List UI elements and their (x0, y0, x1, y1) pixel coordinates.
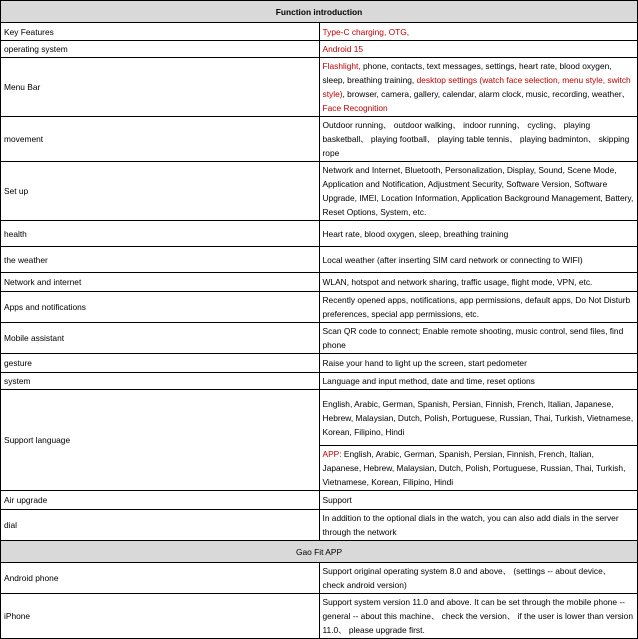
spec-row-set-up (1, 162, 638, 221)
spec-row-air-upgrade (1, 491, 638, 510)
section-title: Gao Fit APP (1, 541, 638, 563)
spec-label: Menu Bar (1, 58, 320, 117)
spec-row-gesture (1, 354, 638, 373)
spec-label: operating system (1, 41, 320, 58)
section-title: Function introduction (1, 1, 638, 23)
app-label: APP: (322, 449, 342, 459)
spec-label: Android phone (1, 563, 320, 594)
spec-label: gesture (1, 354, 320, 373)
spec-row-mobile-assistant (1, 323, 638, 354)
spec-label: Air upgrade (1, 491, 320, 510)
spec-value-text: Android 15 (322, 44, 364, 54)
spec-value-text: Raise your hand to light up the screen, start pedometer (322, 358, 527, 368)
spec-label: movement (1, 117, 320, 162)
spec-label: Apps and notifications (1, 292, 320, 323)
app-language-list: English, Arabic, German, Spanish, Persian, Finnish, French, Italian, Japanese, Hebrew, Malaysian, Dutch, Polish, Portuguese, Russian, Thai, Turkish, Vietnamese, Korean, Filipino, Hindi (322, 449, 626, 487)
spec-value (319, 446, 638, 491)
spec-value-text: Language and input method, date and time, reset options (322, 376, 535, 386)
spec-value (319, 292, 638, 323)
spec-label: Set up (1, 162, 320, 221)
spec-row-apps-and-notifications (1, 292, 638, 323)
spec-value (319, 594, 638, 639)
spec-label: dial (1, 510, 320, 541)
spec-value-text: Scan QR code to connect; Enable remote shooting, music control, send files, find phone (322, 326, 624, 350)
spec-value (319, 41, 638, 58)
spec-value (319, 510, 638, 541)
spec-value (319, 162, 638, 221)
spec-row-android-phone (1, 563, 638, 594)
spec-value (319, 273, 638, 292)
spec-value-text: Heart rate, blood oxygen, sleep, breathing training (322, 228, 509, 239)
spec-value-text: Flashlight, (322, 61, 363, 71)
spec-value (319, 117, 638, 162)
section-header-row (1, 541, 638, 563)
spec-value-text: Type-C charging, OTG, (322, 26, 410, 37)
spec-value-text: Local weather (after inserting SIM card network or connecting to WIFI) (322, 254, 583, 265)
spec-value (319, 354, 638, 373)
spec-value (319, 323, 638, 354)
spec-value (319, 58, 638, 117)
spec-value-text: Recently opened apps, notifications, app permissions, default apps, Do Not Disturb preferences, special app permissions, etc. (322, 295, 631, 319)
spec-value-text: Outdoor running、 outdoor walking、 indoor running、 cycling、 playing basketball、 playing football、 playing table tennis、 playing badminton、 skipping rope (322, 120, 630, 158)
spec-value-text: , browser, camera, gallery, calendar, alarm clock, music, recording, weather、 (342, 89, 631, 99)
spec-value-text: Network and Internet, Bluetooth, Personalization, Display, Sound, Scene Mode, Application and Notification, Adjustment Security, Software Version, Software Upgrade, IMEI, Location Information, Application Background Management, Battery, Reset Options, System, etc. (322, 165, 634, 217)
spec-value (319, 491, 638, 510)
section-header-row (1, 1, 638, 23)
spec-value (319, 23, 638, 41)
spec-value-text: WLAN, hotspot and network sharing, traffic usage, flight mode, VPN, etc. (322, 277, 593, 287)
spec-value-text: phone, contacts, text messages, settings, heart rate, blood oxygen, sleep, breathing training, (322, 61, 612, 85)
spec-row-iphone (1, 594, 638, 639)
spec-row-movement (1, 117, 638, 162)
spec-label: health (1, 221, 320, 247)
spec-value (319, 373, 638, 390)
spec-label: system (1, 373, 320, 390)
spec-value-text: desktop settings (watch face selection, menu style, switch style) (322, 75, 631, 99)
spec-row-system (1, 373, 638, 390)
spec-row-support-language (1, 390, 638, 446)
spec-value-text: Support system version 11.0 and above. It can be set through the mobile phone -- general -- about this machine、 check the version、 if the user is lower than version 11.0、 please upgrade first. (322, 597, 633, 635)
spec-label: Network and internet (1, 273, 320, 292)
spec-value-text: Face Recognition (322, 103, 388, 113)
spec-row-health (1, 221, 638, 247)
spec-label: Mobile assistant (1, 323, 320, 354)
device-language-list: English, Arabic, German, Spanish, Persian, Finnish, French, Italian, Japanese, Hebrew, Malaysian, Dutch, Polish, Portuguese, Russian, Thai, Turkish, Vietnamese, Korean, Filipino, Hindi (322, 398, 634, 437)
spec-row-key-features (1, 23, 638, 41)
spec-row-dial (1, 510, 638, 541)
spec-value (319, 563, 638, 594)
spec-label: iPhone (1, 594, 320, 639)
spec-value (319, 221, 638, 247)
spec-label: Support language (1, 390, 320, 491)
spec-value-text: Support (322, 495, 352, 505)
spec-value-text: In addition to the optional dials in the watch, you can also add dials in the server through the network (322, 513, 619, 537)
spec-label: the weather (1, 247, 320, 273)
spec-value (319, 390, 638, 446)
spec-value-text: Support original operating system 8.0 and above、 (settings -- about device、 check android version) (322, 566, 612, 590)
spec-value (319, 247, 638, 273)
spec-label: Key Features (1, 23, 320, 41)
spec-row-network-and-internet (1, 273, 638, 292)
spec-row-menu-bar (1, 58, 638, 117)
spec-row-the-weather (1, 247, 638, 273)
spec-row-operating-system (1, 41, 638, 58)
